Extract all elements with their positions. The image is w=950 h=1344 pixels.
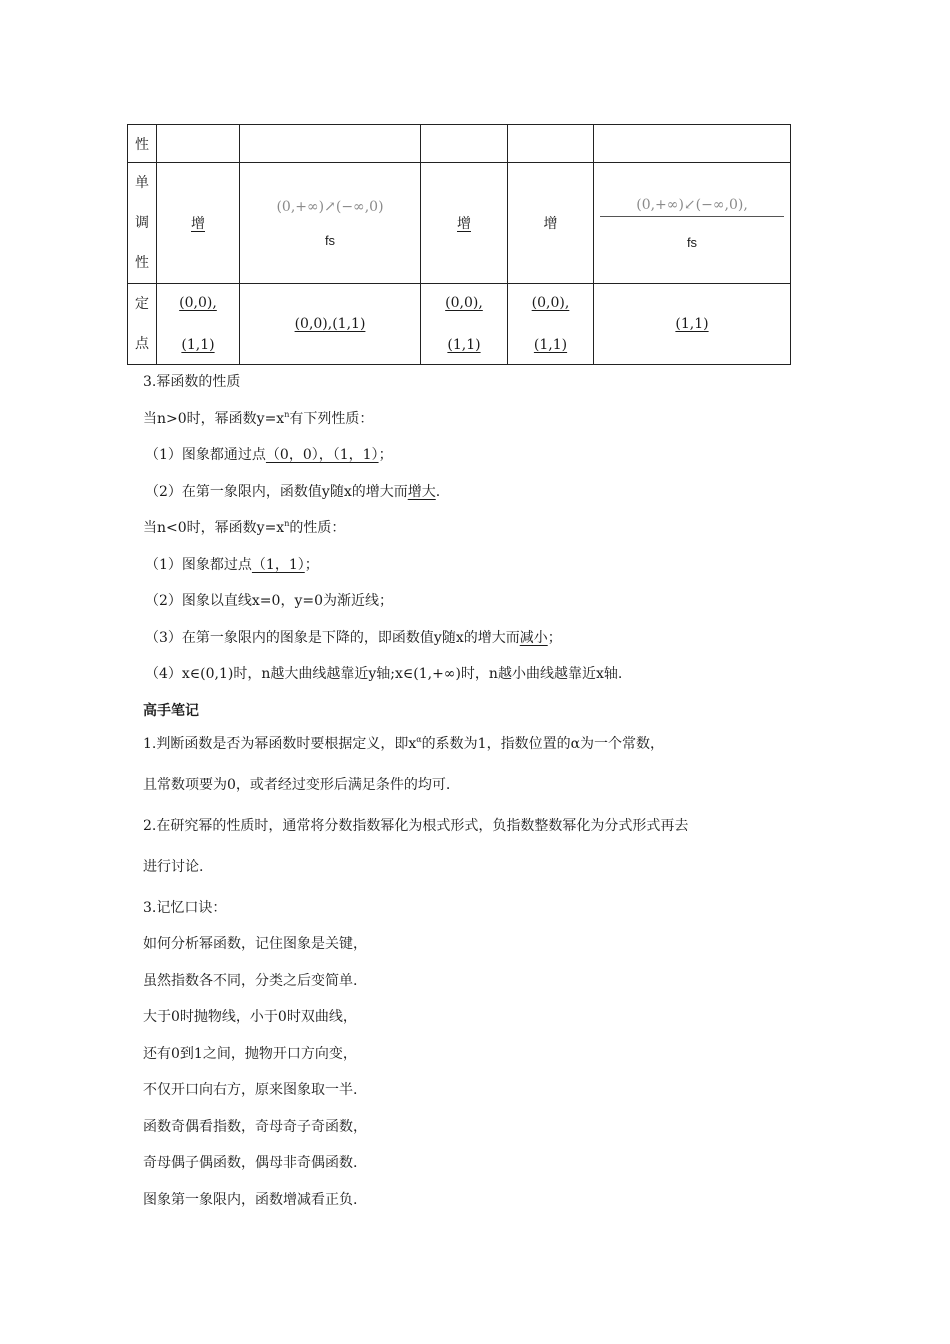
cell-fixed-points: (0,0), (1,1) xyxy=(421,284,508,365)
list-item: （2）在第一象限内，函数值y随x的增大而增大. xyxy=(145,483,441,500)
cell-fixed-points: (0,0), (1,1) xyxy=(508,284,594,365)
paragraph: 进行讨论. xyxy=(143,858,204,875)
cell-monotonic-intervals: (0,+∞)↗(−∞,0) fs xyxy=(240,163,421,284)
paragraph: 当n>0时，幂函数$y=x^n$有下列性质： xyxy=(143,409,374,427)
verse-line: 还有0到1之间，抛物开口方向变， xyxy=(143,1045,357,1062)
verse-line: 函数奇偶看指数，奇母奇子奇函数， xyxy=(143,1118,367,1135)
verse-line: 图象第一象限内，函数增减看正负. xyxy=(143,1191,358,1208)
verse-line: 奇母偶子偶函数，偶母非奇偶函数. xyxy=(143,1155,358,1171)
paragraph: 当n<0时，幂函数$y=x^n$的性质： xyxy=(143,519,346,536)
cell-monotonic-intervals: (0,+∞)↙(−∞,0), fs xyxy=(594,163,791,284)
verse-line: 大于0时抛物线，小于0时双曲线， xyxy=(143,1009,357,1025)
section-heading: 3.幂函数的性质 xyxy=(143,374,241,390)
power-function-properties-table xyxy=(127,124,791,365)
row-label-fixed-point: 定 点 xyxy=(128,284,157,365)
paragraph: 1.判断函数是否为幂函数时要根据定义，即$x^\alpha$的系数为1，指数位置的α为一个常数， xyxy=(143,734,665,752)
list-item: （3）在第一象限内的图象是下降的，即函数值y随x的增大而减小； xyxy=(145,629,562,646)
row-label-monotonicity: 单 调 性 xyxy=(128,163,157,284)
verse-line: 如何分析幂函数，记住图象是关键， xyxy=(143,936,367,952)
table-row xyxy=(128,125,791,163)
cell-fixed-points: (0,0), (1,1) xyxy=(157,284,240,365)
list-item: （1）图象都过点（1，1）； xyxy=(145,556,319,573)
verse-line: 虽然指数各不同，分类之后变简单. xyxy=(143,972,358,989)
list-item: （1）图象都通过点（0，0），（1，1）； xyxy=(145,447,393,463)
body-text xyxy=(143,372,823,1226)
table-row xyxy=(128,163,791,284)
cell-increasing: 增 xyxy=(508,163,594,284)
cell-increasing: 增 xyxy=(157,163,240,284)
paragraph: 且常数项要为0，或者经过变形后满足条件的均可. xyxy=(143,776,451,793)
row-label-parity-tail: 性 xyxy=(128,125,157,163)
paragraph: 3.记忆口诀： xyxy=(143,899,227,916)
list-item: （4）x∈(0,1)时，n越大曲线越靠近y轴;x∈(1,+∞)时，n越小曲线越靠近x轴. xyxy=(145,666,623,682)
verse-line: 不仅开口向右方，原来图象取一半. xyxy=(143,1082,358,1098)
paragraph: 2.在研究幂的性质时，通常将分数指数幂化为根式形式，负指数整数幂化为分式形式再去 xyxy=(143,817,689,834)
notes-heading: 高手笔记 xyxy=(143,702,199,719)
cell-fixed-points: (1,1) xyxy=(594,284,791,365)
cell-increasing: 增 xyxy=(421,163,508,284)
table-row xyxy=(128,284,791,365)
list-item: （2）图象以直线x=0，y=0为渐近线； xyxy=(145,593,393,609)
cell-fixed-points: (0,0),(1,1) xyxy=(240,284,421,365)
